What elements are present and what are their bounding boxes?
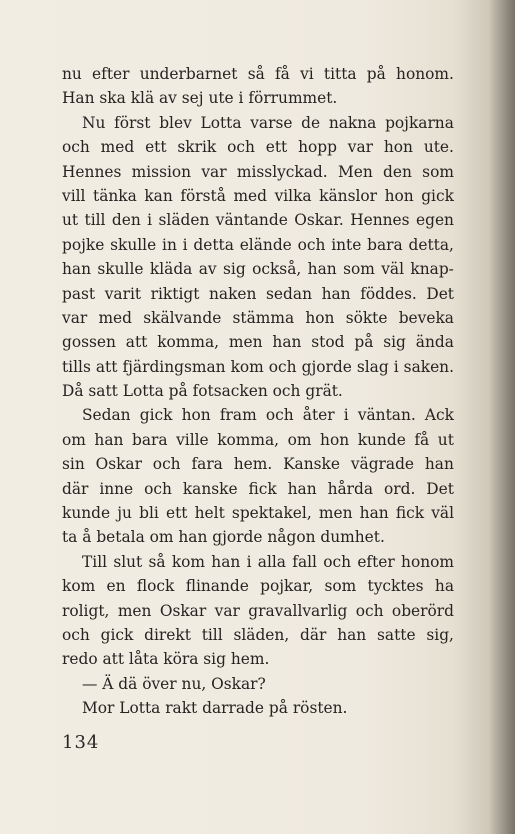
word: gick xyxy=(421,186,454,205)
word: var xyxy=(62,308,88,327)
word: nu xyxy=(62,65,82,83)
text-line xyxy=(62,330,454,354)
word: väntan. xyxy=(357,406,416,425)
text-line xyxy=(62,257,454,281)
word: satte xyxy=(377,625,416,644)
word: och xyxy=(297,235,326,254)
word: men xyxy=(228,333,263,352)
word: i xyxy=(343,406,349,425)
word: som xyxy=(324,577,357,596)
word: hopp xyxy=(298,138,337,157)
text-line xyxy=(62,550,454,574)
word: underbarnet xyxy=(139,65,238,83)
text-line xyxy=(62,306,454,330)
word: vi xyxy=(300,65,314,83)
word: ut xyxy=(437,430,454,449)
word: men xyxy=(318,504,353,523)
word: väl xyxy=(431,504,454,523)
word: fall xyxy=(292,552,317,571)
word: gossen xyxy=(62,333,116,352)
word: Till xyxy=(82,552,108,571)
word: hon xyxy=(181,406,211,425)
word: slag xyxy=(356,357,389,376)
word: ett xyxy=(265,138,288,157)
word: ville xyxy=(176,430,209,449)
word: Oskar xyxy=(95,455,142,474)
word: han xyxy=(307,260,337,279)
word: kom xyxy=(230,357,264,376)
word: sedan xyxy=(266,284,312,303)
word: först xyxy=(114,113,151,132)
word: få xyxy=(414,430,430,449)
word: mission xyxy=(131,162,192,181)
word: sig xyxy=(383,333,406,352)
word: ute. xyxy=(423,138,454,157)
word: hon xyxy=(320,430,350,449)
text-line xyxy=(62,403,454,427)
text-line xyxy=(62,599,454,623)
word: och xyxy=(323,552,352,571)
word: han xyxy=(321,284,351,303)
word: han xyxy=(94,430,124,449)
word: honom xyxy=(401,552,454,571)
word: var xyxy=(201,162,227,181)
word: hårda xyxy=(327,479,374,498)
word: tills xyxy=(62,357,91,376)
word: hon xyxy=(305,308,335,327)
text-line: — Ä dä över nu, Oskar? xyxy=(82,674,266,693)
word: i xyxy=(182,235,188,254)
body-text xyxy=(62,62,454,721)
word: hem. xyxy=(233,455,273,474)
word: varit xyxy=(104,284,142,303)
word: Kanske xyxy=(283,455,340,474)
word: där xyxy=(300,625,327,644)
word: kunde xyxy=(357,430,406,449)
word: gravallvarlig xyxy=(248,601,348,620)
word: förstå xyxy=(180,186,226,205)
word: han xyxy=(287,479,317,498)
word: på xyxy=(366,65,386,83)
word: Oskar xyxy=(159,601,207,620)
word: saken. xyxy=(403,357,454,376)
word: flock xyxy=(136,577,175,596)
text-line xyxy=(62,135,454,159)
word: en xyxy=(106,577,126,596)
word: och xyxy=(62,625,90,644)
word: skulle xyxy=(97,260,144,279)
word: den xyxy=(111,211,141,230)
word: få xyxy=(274,65,290,83)
word: ord. xyxy=(383,479,416,498)
word: ut xyxy=(62,211,79,230)
word: känslor xyxy=(319,186,378,205)
word: vill xyxy=(62,186,86,205)
word: Sedan xyxy=(82,406,131,425)
word: detta xyxy=(193,235,234,254)
text-line xyxy=(62,160,454,184)
word: sig, xyxy=(426,625,454,644)
word: han xyxy=(337,625,367,644)
word: direkt xyxy=(144,625,191,644)
word: den xyxy=(383,162,412,181)
word: i xyxy=(246,552,252,571)
word: på xyxy=(354,333,374,352)
word: Det xyxy=(426,479,454,498)
word: men xyxy=(117,601,152,620)
word: efter xyxy=(92,65,130,83)
word: fjärdingsman xyxy=(122,357,226,376)
word: ända xyxy=(415,333,454,352)
word: Lotta xyxy=(200,113,242,132)
word: var xyxy=(214,601,240,620)
word: bli xyxy=(139,504,159,523)
word: bara xyxy=(367,235,403,254)
page-spine-shadow xyxy=(489,0,515,834)
word: kan xyxy=(144,186,173,205)
word: ett xyxy=(165,504,188,523)
word: kläda xyxy=(149,260,193,279)
word: knap- xyxy=(410,260,454,279)
word: skrik xyxy=(177,138,217,157)
page-number: 134 xyxy=(62,732,100,753)
word: Men xyxy=(337,162,373,181)
text-line: Mor Lotta rakt darrade på rösten. xyxy=(82,699,348,718)
word: i xyxy=(147,211,153,230)
word: komma, xyxy=(217,430,280,449)
word: hon xyxy=(383,138,413,157)
text-line xyxy=(62,62,454,86)
word: tycktes xyxy=(367,577,424,596)
word: naken xyxy=(209,284,257,303)
word: fara xyxy=(191,455,223,474)
word: och xyxy=(62,138,90,157)
word: han xyxy=(211,552,241,571)
word: skälvande xyxy=(143,308,222,327)
text-line xyxy=(62,428,454,452)
word: Hennes xyxy=(350,211,410,230)
text-line: ta å betala om han gjorde någon dumhet. xyxy=(62,528,385,547)
word: väntande xyxy=(215,211,288,230)
word: kom xyxy=(62,577,96,596)
word: Det xyxy=(426,284,454,303)
text-line xyxy=(62,501,454,525)
word: sökte xyxy=(345,308,388,327)
text-line: Då satt Lotta på fotsacken och grät. xyxy=(62,382,343,401)
word: och xyxy=(227,138,255,157)
text-line xyxy=(62,623,454,647)
word: ett xyxy=(145,138,167,157)
word: med xyxy=(233,186,268,205)
word: oberörd xyxy=(391,601,454,620)
word: pojke xyxy=(62,235,105,254)
word: i xyxy=(393,357,399,376)
word: släden, xyxy=(233,625,290,644)
word: inne xyxy=(99,479,134,498)
word: och xyxy=(144,479,172,498)
word: blev xyxy=(159,113,192,132)
word: åter xyxy=(302,406,335,425)
text-line xyxy=(62,574,454,598)
word: alla xyxy=(257,552,286,571)
word: Nu xyxy=(82,113,106,132)
word: sig xyxy=(223,260,246,279)
word: och xyxy=(355,601,384,620)
word: där xyxy=(62,479,89,498)
word: sin xyxy=(62,455,85,474)
word: som xyxy=(343,260,375,279)
word: kunde xyxy=(62,504,111,523)
word: gick xyxy=(139,406,173,425)
word: fick xyxy=(395,504,425,523)
word: släden xyxy=(158,211,210,230)
word: till xyxy=(201,625,223,644)
word: vilka xyxy=(274,186,312,205)
word: av xyxy=(198,260,217,279)
word: helt xyxy=(194,504,225,523)
word: elände xyxy=(239,235,292,254)
word: inte xyxy=(331,235,362,254)
word: skulle xyxy=(110,235,157,254)
word: spektakel, xyxy=(231,504,312,523)
word: också, xyxy=(252,260,302,279)
text-line xyxy=(62,233,454,257)
word: att xyxy=(125,333,148,352)
text-line: redo att låta köra sig hem. xyxy=(62,650,270,669)
word: de xyxy=(301,113,321,132)
word: kanske xyxy=(182,479,238,498)
word: bara xyxy=(131,430,168,449)
word: beveka xyxy=(398,308,454,327)
word: han xyxy=(272,333,302,352)
text-line xyxy=(62,355,454,379)
word: stod xyxy=(311,333,345,352)
word: flinande xyxy=(185,577,249,596)
word: in xyxy=(162,235,177,254)
word: detta, xyxy=(408,235,454,254)
word: honom. xyxy=(396,65,454,83)
word: pojkar, xyxy=(260,577,314,596)
word: riktigt xyxy=(150,284,200,303)
text-line xyxy=(62,184,454,208)
text-line xyxy=(62,208,454,232)
text-line xyxy=(62,452,454,476)
word: och xyxy=(268,357,297,376)
word: han xyxy=(424,455,454,474)
word: tänka xyxy=(93,186,137,205)
word: med xyxy=(100,138,135,157)
text-line xyxy=(62,111,454,135)
word: varse xyxy=(250,113,293,132)
word: och xyxy=(265,406,294,425)
word: nakna xyxy=(328,113,377,132)
word: kom xyxy=(171,552,206,571)
text-line xyxy=(62,477,454,501)
word: Hennes xyxy=(62,162,122,181)
word: var xyxy=(347,138,374,157)
word: komma, xyxy=(157,333,220,352)
word: efter xyxy=(357,552,395,571)
word: fick xyxy=(248,479,277,498)
word: stämma xyxy=(232,308,295,327)
word: så xyxy=(247,65,265,83)
word: och xyxy=(152,455,181,474)
word: past xyxy=(62,284,96,303)
word: hon xyxy=(384,186,414,205)
word: slut xyxy=(113,552,143,571)
text-line: Han ska klä av sej ute i förrummet. xyxy=(62,89,338,108)
word: pojkarna xyxy=(385,113,454,132)
word: föddes. xyxy=(360,284,417,303)
word: han xyxy=(359,504,389,523)
word: titta xyxy=(323,65,357,83)
word: han xyxy=(62,260,92,279)
word: att xyxy=(95,357,118,376)
word: gjorde xyxy=(301,357,352,376)
text-line xyxy=(62,282,454,306)
word: om xyxy=(62,430,86,449)
word: som xyxy=(422,162,454,181)
word: ju xyxy=(117,504,132,523)
word: vägrade xyxy=(350,455,415,474)
word: ha xyxy=(434,577,454,596)
word: om xyxy=(287,430,312,449)
word: med xyxy=(98,308,133,327)
word: misslyckad. xyxy=(236,162,328,181)
word: till xyxy=(84,211,106,230)
word: egen xyxy=(415,211,454,230)
word: fram xyxy=(219,406,257,425)
word: Oskar. xyxy=(294,211,344,230)
word: så xyxy=(148,552,166,571)
word: väl xyxy=(381,260,405,279)
word: Ack xyxy=(424,406,454,425)
word: gick xyxy=(100,625,134,644)
word: roligt, xyxy=(62,601,110,620)
